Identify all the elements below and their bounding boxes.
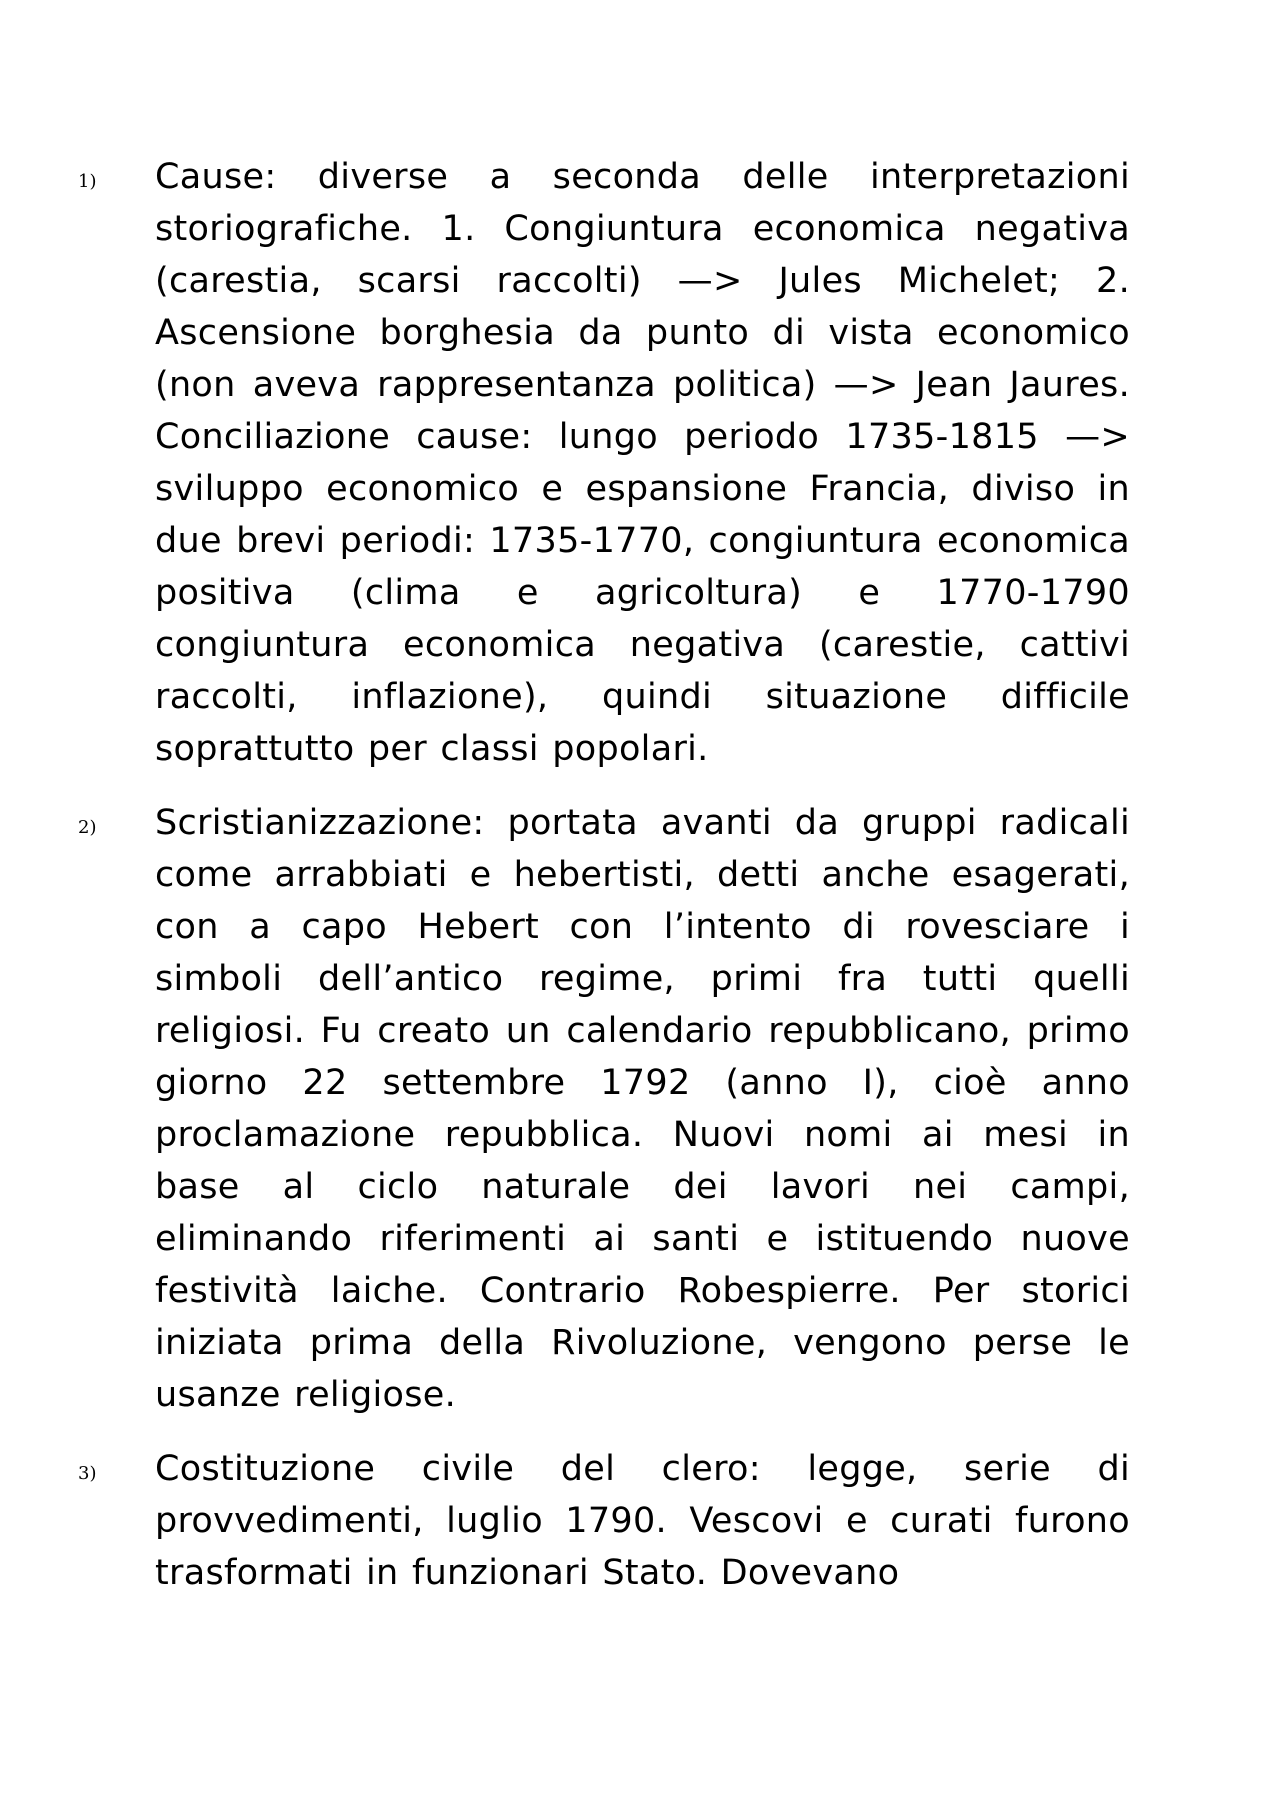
list-item	[0, 797, 1280, 1421]
list-item-text: Scristianizzazione: portata avanti da gruppi radicali come arrabbiati e hebertisti, detti anche esagerati, con a capo Hebert con l’intento di rovesciare i simboli dell’antico regime, primi fra tutti quelli religiosi. Fu creato un calendario repubblicano, primo giorno 22 settembre 1792 (anno I), cioè anno proclamazione repubblica. Nuovi nomi ai mesi in base al ciclo naturale dei lavori nei campi, eliminando riferimenti ai santi e istituendo nuove festività laiche. Contrario Robespierre. Per storici iniziata prima della Rivoluzione, vengono perse le usanze religiose.	[155, 803, 1130, 1415]
list-item-text: Cause: diverse a seconda delle interpretazioni storiografiche. 1. Congiuntura economica negativa (carestia, scarsi raccolti) —> Jules Michelet; 2. Ascensione borghesia da punto di vista economico (non aveva rappresentanza politica) —> Jean Jaures. Conciliazione cause: lungo periodo 1735-1815 —> sviluppo economico e espansione Francia, diviso in due brevi periodi: 1735-1770, congiuntura economica positiva (clima e agricoltura) e 1770-1790 congiuntura economica negativa (carestie, cattivi raccolti, inflazione), quindi situazione difficile soprattutto per classi popolari.	[155, 157, 1130, 769]
list-item	[0, 1443, 1280, 1599]
list-item	[0, 151, 1280, 775]
list-item-number: 2)	[78, 817, 97, 838]
list-item-text: Costituzione civile del clero: legge, serie di provvedimenti, luglio 1790. Vescovi e curati furono trasformati in funzionari Stato. Dovevano	[155, 1449, 1130, 1593]
list-item-number: 1)	[78, 171, 97, 192]
numbered-list	[0, 151, 1280, 1621]
list-item-number: 3)	[78, 1463, 97, 1484]
